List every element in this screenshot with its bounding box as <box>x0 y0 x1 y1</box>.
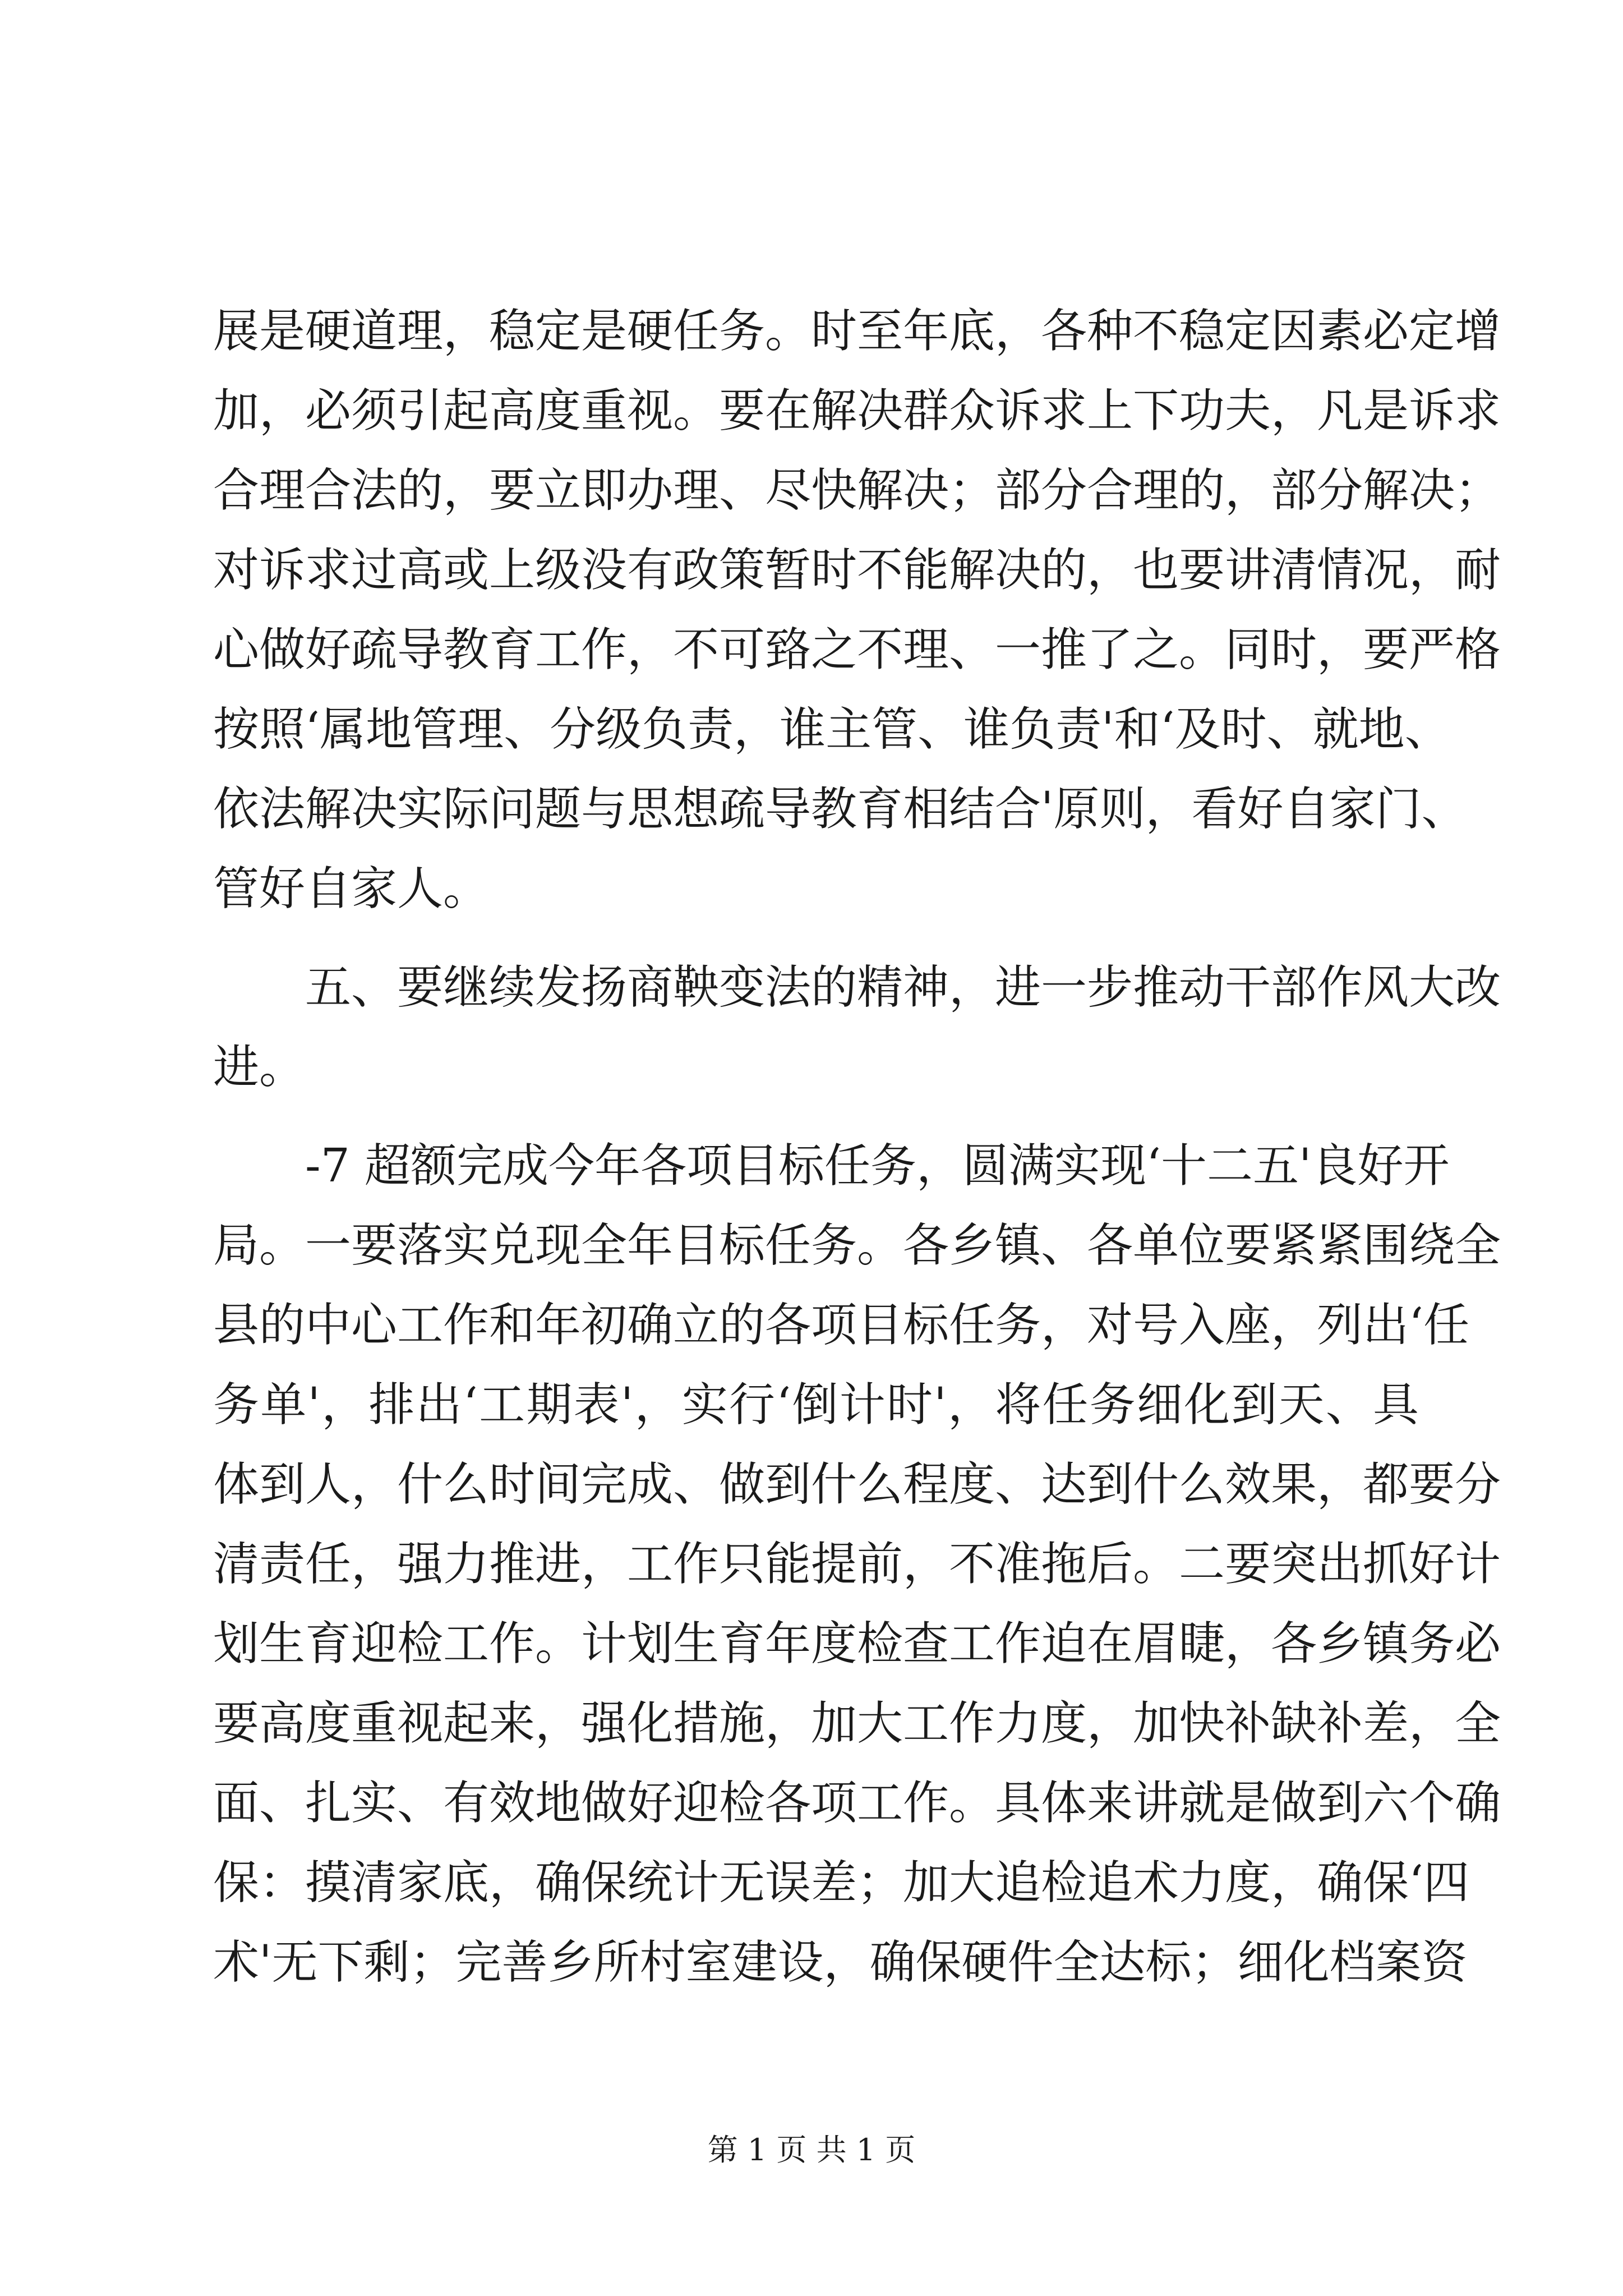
text-line: 管好自家人。 <box>213 862 490 915</box>
text-line: 对诉求过高或上级没有政策暂时不能解决的，也要讲清情况，耐 <box>213 544 1501 597</box>
text-line: 县的中心工作和年初确立的各项目标任务，对号入座，列出‘任 <box>213 1299 1470 1352</box>
text-line: -7 超额完成今年各项目标任务，圆满实现‘十二五'良好开 <box>305 1139 1450 1193</box>
text-line: 展是硬道理，稳定是硬任务。时至年底，各种不稳定因素必定增 <box>213 305 1501 358</box>
text-line: 体到人，什么时间完成、做到什么程度、达到什么效果，都要分 <box>213 1458 1501 1511</box>
section-heading-five <box>213 948 1501 1107</box>
text-line: 进。 <box>213 1041 306 1094</box>
text-line: 要高度重视起来，强化措施，加大工作力度，加快补缺补差，全 <box>213 1697 1501 1750</box>
document-body <box>213 292 1501 2003</box>
text-line: 五、要继续发扬商鞅变法的精神，进一步推动干部作风大改 <box>305 961 1501 1014</box>
text-line: 局。一要落实兑现全年目标任务。各乡镇、各单位要紧紧围绕全 <box>213 1219 1501 1272</box>
text-line: 合理合法的，要立即办理、尽快解决；部分合理的，部分解决； <box>213 464 1501 517</box>
text-line: 保：摸清家底，确保统计无误差；加大追检追术力度，确保‘四 <box>213 1856 1470 1910</box>
text-line: 术'无下剩；完善乡所村室建设，确保硬件全达标；细化档案资 <box>213 1936 1468 1989</box>
text-line: 心做好疏导教育工作，不可臵之不理、一推了之。同时，要严格 <box>213 623 1501 677</box>
text-line: 加，必须引起高度重视。要在解决群众诉求上下功夫，凡是诉求 <box>213 384 1501 438</box>
paragraph-targets <box>213 1126 1501 2003</box>
text-line: 按照‘属地管理、分级负责，谁主管、谁负责'和‘及时、就地、 <box>213 703 1451 756</box>
paragraph-stability <box>213 292 1501 929</box>
text-line: 面、扎实、有效地做好迎检各项工作。具体来讲就是做到六个确 <box>213 1777 1501 1830</box>
page-footer: 第 1 页 共 1 页 <box>707 2132 916 2168</box>
text-line: 务单'，排出‘工期表'，实行‘倒计时'，将任务细化到天、具 <box>213 1378 1419 1432</box>
text-line: 依法解决实际问题与思想疏导教育相结合'原则，看好自家门、 <box>213 783 1468 836</box>
text-line: 清责任，强力推进，工作只能提前，不准拖后。二要突出抓好计 <box>213 1538 1501 1591</box>
text-line: 划生育迎检工作。计划生育年度检查工作迫在眉睫，各乡镇务必 <box>213 1617 1501 1671</box>
